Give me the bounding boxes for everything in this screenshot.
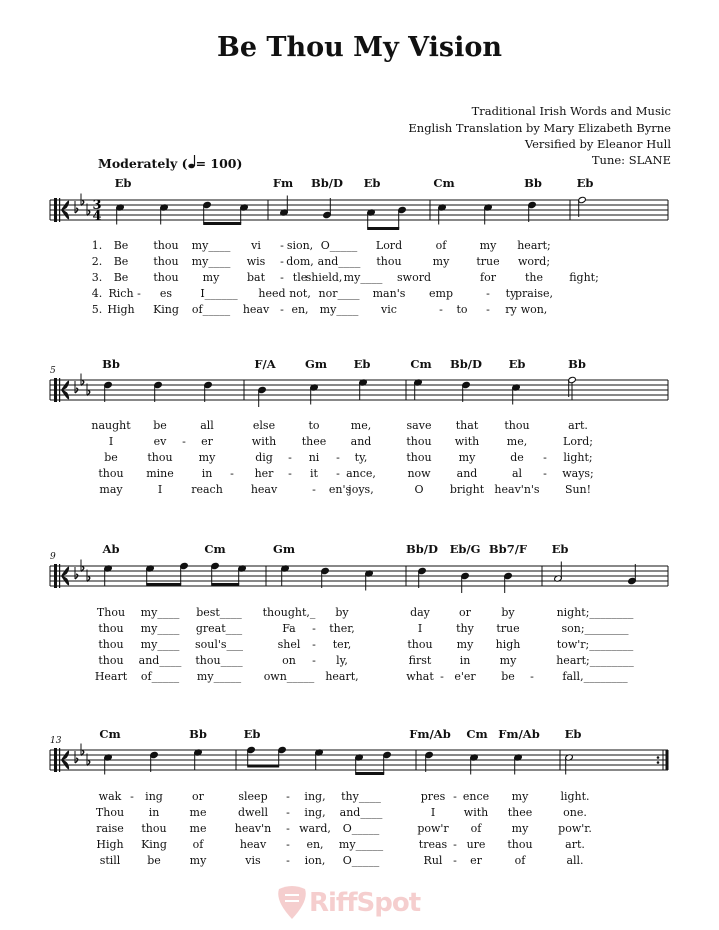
lyric-syllable: en, [306,838,324,851]
lyric-syllable: best____ [196,606,242,619]
lyric-syllable: high [495,638,521,651]
lyric-syllable: Be [113,255,129,268]
lyric-syllable: treas [418,838,448,851]
lyric-syllable: thy____ [341,790,381,803]
lyric-syllable: vi [251,239,261,252]
lyric-syllable: thou [406,435,432,448]
lyric-syllable: ni [308,451,320,464]
tempo-value: = 100) [195,156,243,171]
lyric-syllable: thy [456,622,474,635]
lyric-syllable: emp [429,287,453,300]
lyric-syllable: nor____ [318,287,360,300]
lyric-syllable: it [310,467,318,480]
chord-symbol: Eb [551,542,569,556]
lyric-syllable: sword [397,271,431,284]
lyric-syllable: fall,________ [562,670,628,683]
credit-tune: Tune: SLANE [591,153,671,167]
lyric-syllable: - [286,822,290,835]
lyric-syllable: what [406,670,434,683]
lyric-syllable: 2. [91,255,103,268]
lyric-syllable: thou [507,838,533,851]
lyric-syllable: soul's___ [194,638,244,651]
lyric-syllable: my [189,854,207,867]
lyric-syllable: and____ [339,806,383,819]
chord-symbol: Cm [466,727,488,741]
lyric-syllable: heav'n [234,822,272,835]
lyric-syllable: er [201,435,213,448]
lyric-syllable: ing, [304,806,326,819]
lyric-syllable: - [312,654,316,667]
lyric-syllable: 5. [91,303,103,316]
lyric-syllable: vis [245,854,261,867]
lyric-syllable: won, [520,303,548,316]
lyric-syllable: art. [568,419,588,432]
lyric-syllable: naught [91,419,131,432]
lyric-syllable: of [470,822,482,835]
lyric-syllable: Sun! [564,483,592,496]
chord-symbol: Bb [102,357,120,371]
lyric-syllable: with [251,435,277,448]
lyric-syllable: joys, [348,483,374,496]
time-signature-top: 3 [92,198,102,213]
lyric-syllable: else [252,419,276,432]
lyric-syllable: wis [246,255,266,268]
lyric-syllable: ways; [562,467,594,480]
lyric-syllable: ing, [304,790,326,803]
lyric-syllable: O [414,483,424,496]
lyric-syllable: in [148,806,160,819]
lyric-syllable: light. [560,790,590,803]
lyric-syllable: thou____ [195,654,243,667]
lyric-syllable: my [511,822,529,835]
lyric-syllable: with [463,806,489,819]
lyric-syllable: - [312,638,316,651]
lyric-syllable: King [153,303,179,316]
lyric-syllable: son;________ [561,622,629,635]
lyric-syllable: be [147,854,161,867]
lyric-syllable: High [96,838,124,851]
staff [0,180,719,240]
lyric-syllable: in [459,654,471,667]
chord-symbol: Eb [564,727,582,741]
lyric-syllable: my____ [140,606,180,619]
lyric-syllable: thee [301,435,327,448]
lyric-syllable: thought,_ [262,606,316,619]
alto-clef-icon [54,378,57,402]
lyric-syllable: be [501,670,515,683]
lyric-syllable: me, [350,419,372,432]
riffspot-logo [275,885,420,921]
lyric-syllable: al [511,467,523,480]
lyric-syllable: in [201,467,213,480]
lyric-syllable: and____ [138,654,182,667]
lyric-syllable: I [430,806,436,819]
lyric-syllable: - [543,467,547,480]
lyric-syllable: art. [565,838,585,851]
lyric-syllable: tle [292,271,308,284]
chord-symbol: Gm [273,542,295,556]
lyric-syllable: - [486,287,490,300]
lyric-syllable: - [286,854,290,867]
lyric-syllable: dwell [237,806,269,819]
lyric-syllable: and [456,467,478,480]
lyric-syllable: 3. [91,271,103,284]
lyric-syllable: wak [98,790,122,803]
lyric-syllable: I [108,435,114,448]
lyric-syllable: all. [566,854,584,867]
lyric-syllable: my____ [140,638,180,651]
lyric-syllable: ter, [332,638,352,651]
lyric-syllable: thou [407,638,433,651]
chord-symbol: Fm/Ab [498,727,540,741]
lyric-syllable: O_____ [320,239,358,252]
lyric-syllable: ing [145,790,163,803]
alto-clef-icon [54,198,57,222]
lyric-syllable: me, [506,435,528,448]
lyric-syllable: heed [258,287,286,300]
lyric-syllable: - [336,467,340,480]
lyric-syllable: not, [289,287,311,300]
chord-symbol: Gm [305,357,327,371]
repeat-dot [657,756,660,759]
lyric-syllable: King [141,838,167,851]
lyric-syllable: heart, [325,670,359,683]
measure-number: 13 [50,736,62,746]
lyric-syllable: sion, [286,239,314,252]
lyric-syllable: thou [147,451,173,464]
lyric-syllable: Lord [375,239,403,252]
lyric-syllable: - [280,239,284,252]
lyric-syllable: thou [504,419,530,432]
credit-versified: Versified by Eleanor Hull [524,137,671,151]
chord-symbol: Bb [524,176,542,190]
alto-clef-icon [59,748,60,772]
lyric-syllable: - [440,670,444,683]
chord-symbol: Fm/Ab [409,727,451,741]
alto-clef-icon [54,564,57,588]
lyric-syllable: me [189,822,207,835]
alto-clef-icon [59,378,60,402]
lyric-syllable: Heart [94,670,128,683]
lyric-syllable: all [200,419,214,432]
lyric-syllable: fight; [569,271,599,284]
lyric-syllable: Thou [96,606,126,619]
lyric-syllable: - [288,451,292,464]
lyric-syllable: night;________ [556,606,634,619]
lyric-syllable: my [479,239,497,252]
lyric-syllable: ty, [354,451,368,464]
quarter-note-icon [188,155,196,169]
chord-symbol: Bb/D [450,357,482,371]
lyric-syllable: thou [98,654,124,667]
lyric-syllable: my [458,451,476,464]
lyric-syllable: - [530,670,534,683]
lyric-syllable: on [282,654,296,667]
chord-symbol: Cm [433,176,455,190]
lyric-syllable: I [157,483,163,496]
lyric-syllable: 4. [91,287,103,300]
chord-symbol: Bb [568,357,586,371]
lyric-syllable: true [476,255,500,268]
chord-symbol: Eb [508,357,526,371]
chord-symbol: Bb/D [406,542,438,556]
lyric-syllable: man's [372,287,406,300]
lyric-syllable: or [192,790,204,803]
lyric-syllable: bright [449,483,485,496]
lyric-syllable: ward, [299,822,331,835]
lyric-syllable: ance, [346,467,376,480]
lyric-syllable: heav'n's [494,483,540,496]
lyric-syllable: my____ [191,255,231,268]
lyric-syllable: own_____ [263,670,315,683]
lyric-syllable: day [410,606,430,619]
lyric-syllable: thou [98,638,124,651]
lyric-syllable: - [312,483,316,496]
lyric-syllable: - [280,255,284,268]
chord-symbol: Eb [114,176,132,190]
lyric-syllable: heav [242,303,270,316]
lyric-syllable: en's [328,483,352,496]
lyric-syllable: ev [153,435,167,448]
lyric-syllable: be [104,451,118,464]
page-title: Be Thou My Vision [217,32,502,63]
lyric-syllable: my_____ [196,670,242,683]
lyric-syllable: Lord; [563,435,593,448]
lyric-syllable: my [499,654,517,667]
lyric-syllable: - [280,271,284,284]
lyric-syllable: now [407,467,431,480]
lyric-syllable: that [455,419,479,432]
measure-number: 9 [50,552,56,562]
time-signature-bottom: 4 [92,209,102,224]
lyric-syllable: Rich [108,287,134,300]
chord-symbol: Cm [99,727,121,741]
lyric-syllable: of [192,838,204,851]
lyric-syllable: - [486,303,490,316]
lyric-syllable: word; [517,255,551,268]
lyric-syllable: I______ [200,287,238,300]
lyric-syllable: I [417,622,423,635]
lyric-syllable: heav [250,483,278,496]
lyric-syllable: of [435,239,447,252]
lyric-syllable: light; [563,451,593,464]
lyric-syllable: thou [376,255,402,268]
lyric-syllable: - [288,467,292,480]
lyric-syllable: bat [246,271,266,284]
lyric-syllable: ence [462,790,490,803]
lyric-syllable: er [470,854,482,867]
lyric-syllable: mine [146,467,174,480]
credit-translation: English Translation by Mary Elizabeth Byrne [408,121,671,135]
lyric-syllable: es [159,287,173,300]
lyric-syllable: thou [406,451,432,464]
lyric-syllable: Be [113,271,129,284]
lyric-syllable: - [453,854,457,867]
chord-symbol: Ab [102,542,120,556]
lyric-syllable: vic [381,303,397,316]
lyric-syllable: - [130,790,134,803]
lyric-syllable: - [543,451,547,464]
lyric-syllable: my [202,271,220,284]
lyric-syllable: - [182,435,186,448]
chord-symbol: Eb [353,357,371,371]
lyric-syllable: pow'r. [558,822,592,835]
lyric-syllable: 1. [91,239,103,252]
lyric-syllable: with [454,435,480,448]
lyric-syllable: - [137,287,141,300]
lyric-syllable: thou [153,255,179,268]
lyric-syllable: and [350,435,372,448]
lyric-syllable: thee [507,806,533,819]
lyric-syllable: of [514,854,526,867]
lyric-syllable: - [439,303,443,316]
lyric-syllable: Rul [423,854,443,867]
lyric-syllable: - [312,622,316,635]
chord-symbol: F/A [254,357,276,371]
lyric-syllable: praise, [514,287,554,300]
lyric-syllable: O_____ [342,854,380,867]
lyric-syllable: or [459,606,471,619]
lyric-syllable: by [335,606,349,619]
lyric-syllable: to [456,303,468,316]
lyric-syllable: High [107,303,135,316]
lyric-syllable: my____ [343,271,383,284]
measure-number: 5 [50,366,56,376]
lyric-syllable: my____ [191,239,231,252]
lyric-syllable: be [153,419,167,432]
lyric-syllable: great___ [195,622,243,635]
lyric-syllable: true [496,622,520,635]
alto-clef-icon [59,564,60,588]
lyric-syllable: Be [113,239,129,252]
lyric-syllable: - [230,467,234,480]
lyric-syllable: thou [153,239,179,252]
lyric-syllable: - [453,838,457,851]
lyric-syllable: my [432,255,450,268]
watermark-text: RiffSpot [309,888,421,918]
repeat-dot [657,761,660,764]
staff-group [50,744,668,775]
lyric-syllable: - [453,790,457,803]
guitar-pick-icon [275,885,309,921]
chord-symbol: Eb/G [449,542,481,556]
lyric-syllable: to [308,419,320,432]
staff-group [50,194,668,229]
lyric-syllable: me [189,806,207,819]
lyric-syllable: - [286,790,290,803]
tempo-label: Moderately ( [98,156,188,171]
lyric-syllable: of_____ [191,303,231,316]
lyric-syllable: my____ [319,303,359,316]
lyric-syllable: reach [191,483,223,496]
lyric-syllable: may [99,483,123,496]
alto-clef-icon [59,198,60,222]
lyric-syllable: Thou [95,806,125,819]
chord-symbol: Eb [576,176,594,190]
lyric-syllable: my_____ [338,838,384,851]
lyric-syllable: - [286,838,290,851]
lyric-syllable: thou [153,271,179,284]
lyric-syllable: my [456,638,474,651]
lyric-syllable: heav [239,838,267,851]
lyric-syllable: her [254,467,274,480]
lyric-syllable: for [480,271,496,284]
lyric-syllable: dig [255,451,273,464]
lyric-syllable: and____ [317,255,361,268]
lyric-syllable: my [198,451,216,464]
lyric-syllable: tow'r;________ [556,638,634,651]
lyric-syllable: heart;________ [556,654,634,667]
chord-symbol: Eb [243,727,261,741]
lyric-syllable: first [408,654,432,667]
chord-symbol: Cm [204,542,226,556]
staff-group [50,560,668,594]
lyric-syllable: thou [98,622,124,635]
lyric-syllable: thou [98,467,124,480]
chord-symbol: Cm [410,357,432,371]
lyric-syllable: pow'r [417,822,449,835]
lyric-syllable: shield, [305,271,343,284]
lyric-syllable: ther, [329,622,355,635]
lyric-syllable: by [501,606,515,619]
lyric-syllable: thou [141,822,167,835]
lyric-syllable: pres [420,790,446,803]
lyric-syllable: ion, [304,854,326,867]
lyric-syllable: - [286,806,290,819]
lyric-syllable: my [511,790,529,803]
chord-symbol: Bb7/F [488,542,528,556]
lyric-syllable: shel [277,638,301,651]
lyric-syllable: the [524,271,544,284]
staff-group [50,374,668,408]
chord-symbol: Bb/D [311,176,343,190]
lyric-syllable: ure [466,838,486,851]
lyric-syllable: - [336,451,340,464]
lyric-syllable: - [280,303,284,316]
lyric-syllable: ry [505,303,517,316]
lyric-syllable: of_____ [140,670,180,683]
chord-symbol: Fm [272,176,294,190]
credit-words-music: Traditional Irish Words and Music [471,104,671,118]
lyric-syllable: still [99,854,121,867]
chord-symbol: Bb [189,727,207,741]
chord-symbol: Eb [363,176,381,190]
lyric-syllable: de [510,451,524,464]
lyric-syllable: save [406,419,432,432]
lyric-syllable: heart; [517,239,551,252]
tempo-marking [98,154,242,171]
lyric-syllable: sleep [238,790,268,803]
lyric-syllable: en, [291,303,309,316]
lyric-syllable: ly, [336,654,348,667]
lyric-syllable: one. [563,806,587,819]
lyric-syllable: my____ [140,622,180,635]
lyric-syllable: e'er [454,670,476,683]
lyric-syllable: ty [505,287,517,300]
lyric-syllable: O_____ [342,822,380,835]
lyric-syllable: dom, [286,255,314,268]
lyric-syllable: Fa [282,622,296,635]
alto-clef-icon [54,748,57,772]
lyric-syllable: raise [96,822,124,835]
